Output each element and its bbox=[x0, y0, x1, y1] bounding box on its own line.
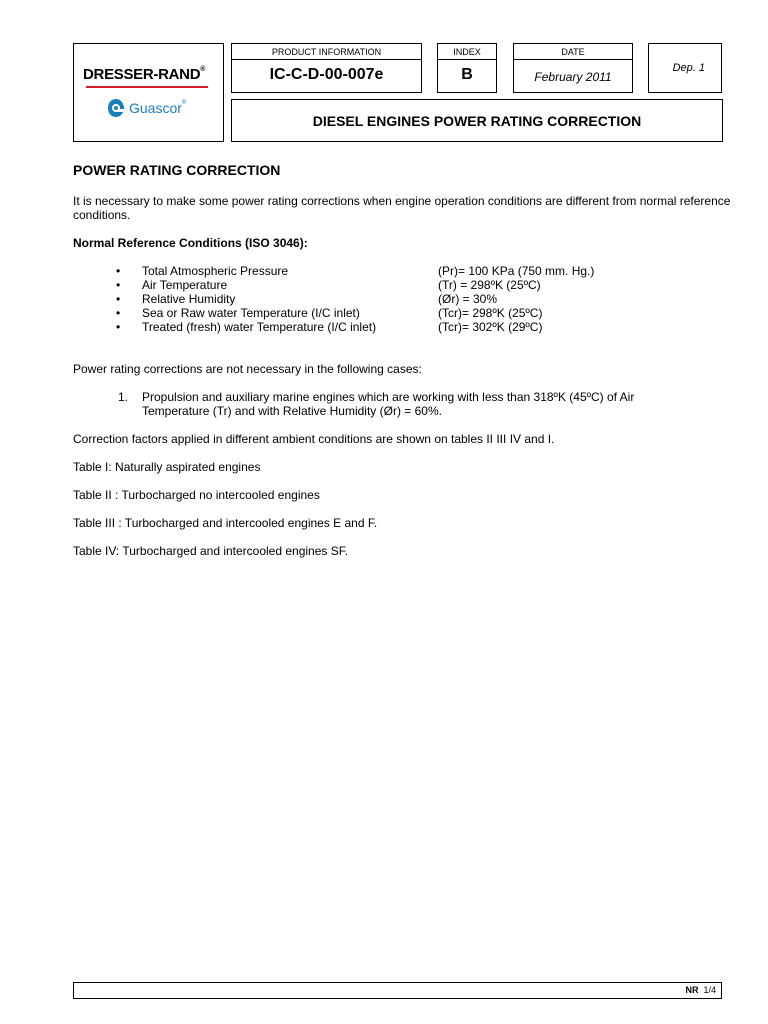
index-label: INDEX bbox=[453, 47, 481, 57]
reference-conditions-heading: Normal Reference Conditions (ISO 3046): bbox=[73, 236, 308, 250]
header-divider bbox=[438, 59, 496, 60]
case-text: Propulsion and auxiliary marine engines which are working with less than 318ºK (45ºC) of Air Temperature (Tr) and with Relative Humidity (Ør) = 60%. bbox=[142, 390, 635, 418]
guascor-name: Guascor bbox=[129, 100, 182, 116]
table-reference: Table I: Naturally aspirated engines bbox=[73, 460, 261, 474]
header-divider bbox=[232, 59, 421, 60]
footer-code: NR bbox=[685, 985, 699, 995]
not-necessary-paragraph: Power rating corrections are not necessary in the following cases: bbox=[73, 362, 422, 376]
bullet-icon: • bbox=[116, 320, 121, 334]
case-number: 1. bbox=[118, 390, 129, 404]
dresser-rand-logo-underline bbox=[86, 86, 208, 88]
product-information-label: PRODUCT INFORMATION bbox=[271, 47, 382, 57]
condition-value: (Pr)= 100 KPa (750 mm. Hg.) bbox=[438, 264, 595, 278]
condition-value: (Tcr)= 298ºK (25ºC) bbox=[438, 306, 543, 320]
product-code: IC-C-D-00-007e bbox=[269, 66, 384, 83]
reference-conditions-list bbox=[116, 264, 716, 334]
guascor-logo bbox=[107, 97, 186, 119]
condition-value: (Ør) = 30% bbox=[438, 292, 498, 306]
condition-name: Total Atmospheric Pressure bbox=[142, 264, 289, 278]
section-title: POWER RATING CORRECTION bbox=[73, 162, 281, 178]
dresser-rand-logo bbox=[83, 66, 205, 83]
condition-name: Treated (fresh) water Temperature (I/C inlet) bbox=[142, 320, 377, 334]
guascor-registered-mark: ® bbox=[181, 100, 187, 106]
document-title-cell bbox=[231, 99, 723, 142]
list-item bbox=[116, 320, 716, 334]
product-information-cell bbox=[231, 43, 422, 93]
date-value: February 2011 bbox=[534, 70, 612, 84]
date-cell bbox=[513, 43, 633, 93]
guascor-emblem-icon bbox=[107, 98, 125, 118]
condition-name: Air Temperature bbox=[142, 278, 228, 292]
guascor-logo-text bbox=[129, 100, 186, 116]
document-title: DIESEL ENGINES POWER RATING CORRECTION bbox=[312, 113, 642, 129]
index-cell bbox=[437, 43, 497, 93]
date-label: DATE bbox=[561, 47, 585, 57]
list-item bbox=[116, 278, 716, 292]
bullet-icon: • bbox=[116, 264, 121, 278]
page-number: 1/4 bbox=[703, 985, 716, 995]
correction-factors-paragraph: Correction factors applied in different ambient conditions are shown on tables II III IV and I. bbox=[73, 432, 555, 446]
logo-cell bbox=[73, 43, 224, 142]
table-reference: Table III : Turbocharged and intercooled engines E and F. bbox=[73, 516, 378, 530]
intro-paragraph: It is necessary to make some power rating corrections when engine operation conditions are different from normal reference conditions. bbox=[73, 194, 731, 222]
dresser-rand-registered-mark: ® bbox=[200, 66, 206, 73]
table-reference: Table IV: Turbocharged and intercooled engines SF. bbox=[73, 544, 349, 558]
list-item bbox=[116, 306, 716, 320]
bullet-icon: • bbox=[116, 306, 121, 320]
bullet-icon: • bbox=[116, 278, 121, 292]
department-value: Dep. 1 bbox=[672, 62, 705, 74]
table-reference: Table II : Turbocharged no intercooled engines bbox=[73, 488, 320, 502]
department-cell bbox=[648, 43, 722, 93]
dresser-rand-logo-text: DRESSER-RAND bbox=[83, 66, 201, 83]
list-item bbox=[116, 264, 716, 278]
bullet-icon: • bbox=[116, 292, 121, 306]
footer bbox=[73, 982, 722, 999]
header-divider bbox=[514, 59, 632, 60]
condition-value: (Tr) = 298ºK (25ºC) bbox=[438, 278, 541, 292]
list-item bbox=[116, 292, 716, 306]
condition-value: (Tcr)= 302ºK (29ºC) bbox=[438, 320, 543, 334]
condition-name: Sea or Raw water Temperature (I/C inlet) bbox=[142, 306, 360, 320]
footer-page-info bbox=[685, 985, 716, 995]
index-value: B bbox=[461, 66, 473, 83]
condition-name: Relative Humidity bbox=[142, 292, 236, 306]
